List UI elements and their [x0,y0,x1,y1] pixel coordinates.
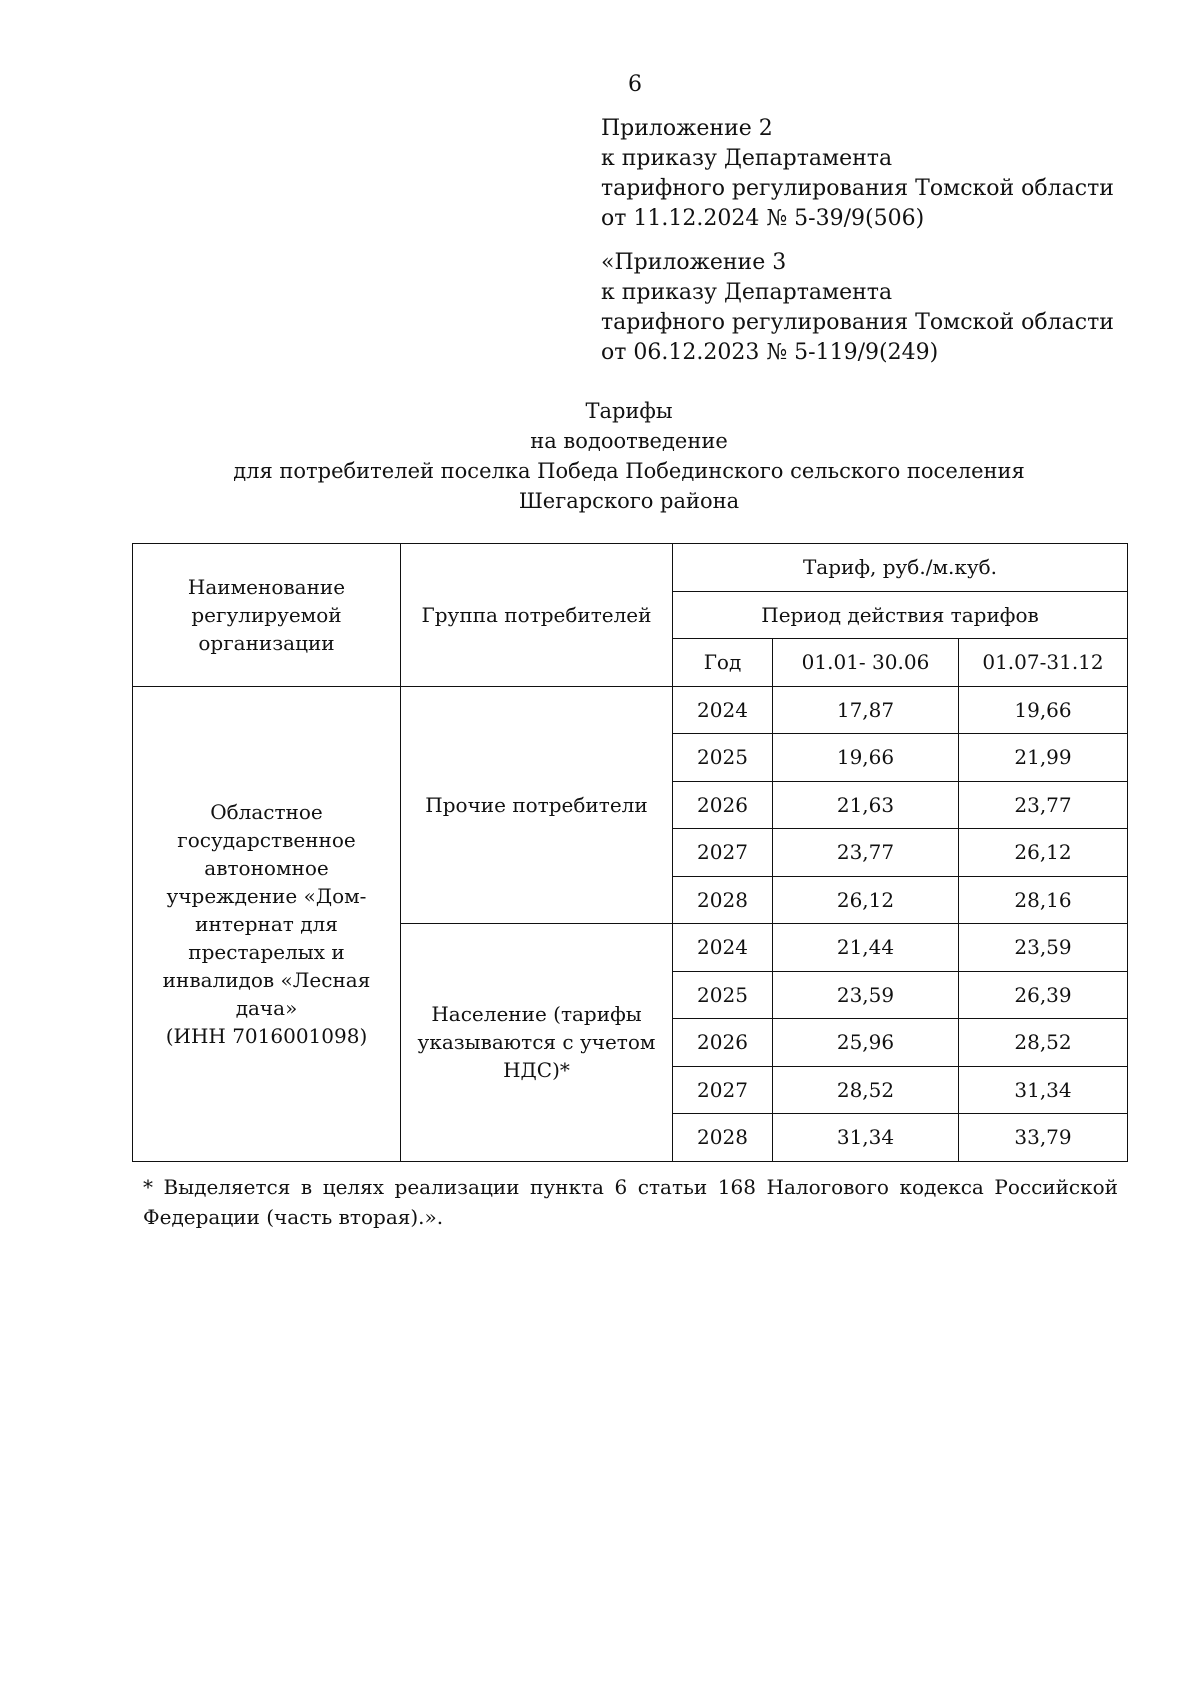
year-cell: 2027 [673,1066,773,1114]
organization-line: дача» [235,995,298,1020]
tariff-cell: 19,66 [959,686,1128,734]
year-cell: 2024 [673,686,773,734]
tariff-cell: 26,39 [959,971,1128,1019]
year-cell: 2028 [673,876,773,924]
organization-line: государственное [177,827,356,852]
appendix-2-line: тарифного регулирования Томской области [601,176,1114,201]
header-row [133,544,1128,592]
organization-line: учреждение «Дом- [166,883,367,908]
appendix-3-line: от 06.12.2023 № 5-119/9(249) [601,340,939,365]
appendix-2-line: от 11.12.2024 № 5-39/9(506) [601,206,925,231]
title-line: на водоотведение [530,429,728,453]
tariff-cell: 31,34 [773,1114,959,1162]
appendix-2-line: к приказу Департамента [601,146,893,171]
appendix-3-line: «Приложение 3 [601,250,787,275]
tariff-cell: 25,96 [773,1019,959,1067]
document-title [132,396,1126,516]
tariff-cell: 23,77 [959,781,1128,829]
organization-line: Областное [210,799,323,824]
appendix-3-line: тарифного регулирования Томской области [601,310,1114,335]
organization-line: (ИНН 7016001098) [165,1023,368,1048]
tariff-cell: 28,52 [773,1066,959,1114]
header-year: Год [673,639,773,687]
tariff-cell: 26,12 [773,876,959,924]
group-name-cell: Прочие потребители [401,686,673,924]
tariff-cell: 21,63 [773,781,959,829]
year-cell: 2028 [673,1114,773,1162]
tariff-cell: 28,16 [959,876,1128,924]
tariff-cell: 26,12 [959,829,1128,877]
appendix-2-line: Приложение 2 [601,116,773,141]
table-row [133,686,1128,734]
appendix-2-header [601,114,1121,234]
header-consumer-group: Группа потребителей [401,544,673,687]
tariff-table [132,543,1128,1162]
year-cell: 2027 [673,829,773,877]
tariff-cell: 23,59 [773,971,959,1019]
tariff-cell: 21,44 [773,924,959,972]
header-period: Период действия тарифов [673,591,1128,639]
group-name-cell: Население (тарифы указываются с учетом НДС)* [401,924,673,1162]
tariff-cell: 33,79 [959,1114,1128,1162]
page-number: 6 [628,72,642,97]
title-line: Шегарского района [518,489,740,513]
tariff-cell: 19,66 [773,734,959,782]
organization-line: престарелых и [188,939,345,964]
organization-line: интернат для [195,911,338,936]
appendix-3-line: к приказу Департамента [601,280,893,305]
header-period-2: 01.07-31.12 [959,639,1128,687]
year-cell: 2024 [673,924,773,972]
organization-line: автономное [204,855,329,880]
appendix-3-header [601,248,1121,368]
header-tariff: Тариф, руб./м.куб. [673,544,1128,592]
organization-line: инвалидов «Лесная [162,967,371,992]
organization-name-cell [133,686,401,1161]
tariff-cell: 28,52 [959,1019,1128,1067]
header-org-name: Наименование регулируемой организации [133,544,401,687]
header-period-1: 01.01- 30.06 [773,639,959,687]
footnote: * Выделяется в целях реализации пункта 6 статьи 168 Налогового кодекса Российской Федерации (часть вторая).». [143,1175,1118,1229]
year-cell: 2026 [673,1019,773,1067]
tariff-cell: 23,77 [773,829,959,877]
tariff-cell: 31,34 [959,1066,1128,1114]
title-line: Тарифы [585,399,673,423]
title-line: для потребителей поселка Победа Побединского сельского поселения [233,459,1025,483]
tariff-cell: 21,99 [959,734,1128,782]
year-cell: 2026 [673,781,773,829]
tariff-cell: 23,59 [959,924,1128,972]
year-cell: 2025 [673,734,773,782]
tariff-cell: 17,87 [773,686,959,734]
year-cell: 2025 [673,971,773,1019]
